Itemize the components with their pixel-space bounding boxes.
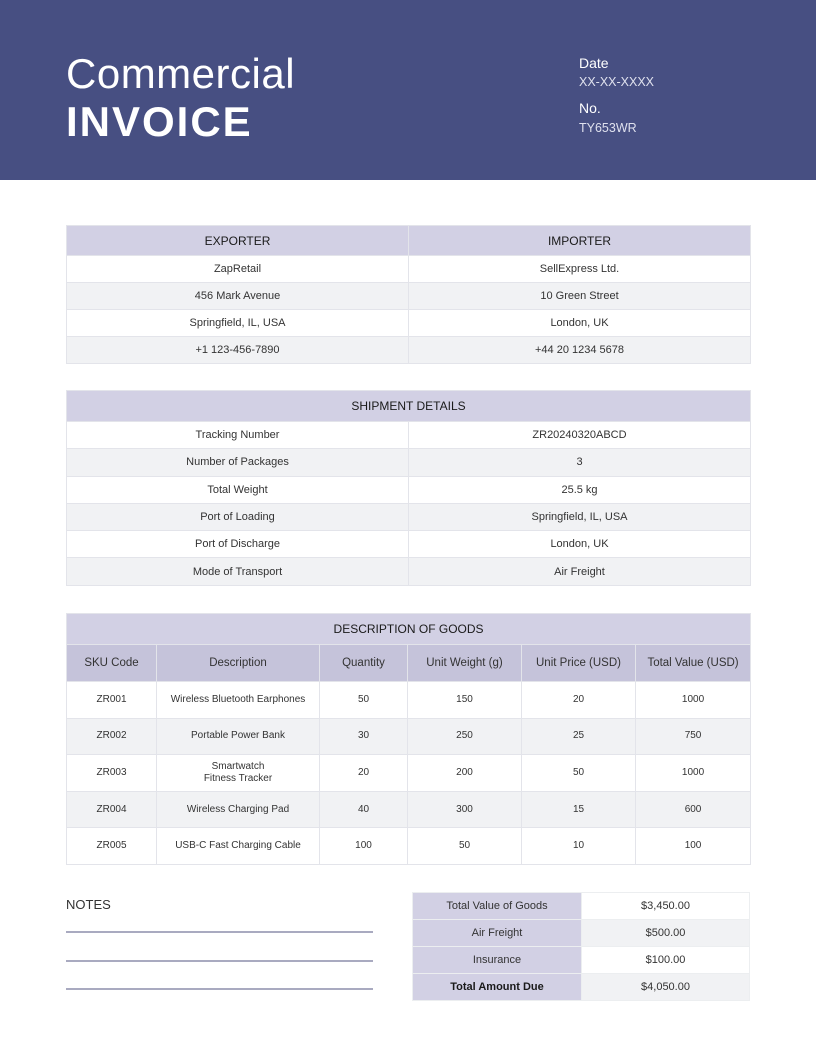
shipment-field-label: Port of Discharge — [67, 531, 409, 558]
quantity-cell: 40 — [320, 791, 408, 828]
column-header-unit-weight: Unit Weight (g) — [408, 645, 522, 682]
unit-price-cell: 50 — [522, 755, 636, 792]
unit-weight-cell: 150 — [408, 682, 522, 719]
total-value-cell: 600 — [636, 791, 751, 828]
shipment-field-label: Number of Packages — [67, 449, 409, 476]
unit-weight-cell: 50 — [408, 828, 522, 865]
table-row — [67, 337, 751, 364]
sku-cell: ZR005 — [67, 828, 157, 865]
shipment-field-value: 25.5 kg — [409, 476, 751, 503]
table-row — [413, 920, 750, 947]
description-cell: USB-C Fast Charging Cable — [157, 828, 320, 865]
shipment-field-value: London, UK — [409, 531, 751, 558]
importer-heading: IMPORTER — [409, 226, 751, 256]
shipment-heading: SHIPMENT DETAILS — [67, 391, 751, 422]
table-row — [413, 893, 750, 920]
table-row — [67, 256, 751, 283]
exporter-address: 456 Mark Avenue — [67, 283, 409, 310]
shipment-field-label: Total Weight — [67, 476, 409, 503]
column-header-unit-price: Unit Price (USD) — [522, 645, 636, 682]
column-header-description: Description — [157, 645, 320, 682]
description-cell: Wireless Bluetooth Earphones — [157, 682, 320, 719]
total-goods-value: $3,450.00 — [582, 893, 750, 920]
description-cell: Wireless Charging Pad — [157, 791, 320, 828]
invoice-number-label: No. — [579, 100, 601, 116]
description-cell: Portable Power Bank — [157, 718, 320, 755]
table-row — [67, 828, 751, 865]
header-banner — [0, 0, 816, 180]
notes-line[interactable] — [66, 960, 373, 962]
table-row — [67, 503, 751, 530]
total-value-cell: 100 — [636, 828, 751, 865]
unit-price-cell: 20 — [522, 682, 636, 719]
sku-cell: ZR001 — [67, 682, 157, 719]
sku-cell: ZR002 — [67, 718, 157, 755]
notes-line[interactable] — [66, 988, 373, 990]
shipment-field-value: 3 — [409, 449, 751, 476]
exporter-name: ZapRetail — [67, 256, 409, 283]
quantity-cell: 100 — [320, 828, 408, 865]
total-goods-label: Total Value of Goods — [413, 893, 582, 920]
exporter-city: Springfield, IL, USA — [67, 310, 409, 337]
exporter-heading: EXPORTER — [67, 226, 409, 256]
date-label: Date — [579, 55, 609, 71]
table-row — [413, 974, 750, 1001]
importer-name: SellExpress Ltd. — [409, 256, 751, 283]
air-freight-label: Air Freight — [413, 920, 582, 947]
unit-weight-cell: 300 — [408, 791, 522, 828]
unit-weight-cell: 200 — [408, 755, 522, 792]
table-row — [67, 449, 751, 476]
title-invoice: INVOICE — [66, 98, 253, 145]
quantity-cell: 20 — [320, 755, 408, 792]
unit-price-cell: 15 — [522, 791, 636, 828]
unit-price-cell: 10 — [522, 828, 636, 865]
importer-phone: +44 20 1234 5678 — [409, 337, 751, 364]
total-due-label: Total Amount Due — [413, 974, 582, 1001]
table-row — [67, 558, 751, 585]
shipment-field-value: ZR20240320ABCD — [409, 422, 751, 449]
notes-line[interactable] — [66, 931, 373, 933]
table-row — [67, 718, 751, 755]
table-row — [67, 310, 751, 337]
shipment-field-label: Mode of Transport — [67, 558, 409, 585]
insurance-value: $100.00 — [582, 947, 750, 974]
exporter-phone: +1 123-456-7890 — [67, 337, 409, 364]
total-value-cell: 1000 — [636, 755, 751, 792]
table-row — [67, 283, 751, 310]
importer-address: 10 Green Street — [409, 283, 751, 310]
notes-label: NOTES — [66, 897, 111, 912]
shipment-field-label: Tracking Number — [67, 422, 409, 449]
total-due-value: $4,050.00 — [582, 974, 750, 1001]
unit-weight-cell: 250 — [408, 718, 522, 755]
column-header-total-value: Total Value (USD) — [636, 645, 751, 682]
importer-city: London, UK — [409, 310, 751, 337]
parties-table — [66, 225, 751, 364]
shipment-field-value: Air Freight — [409, 558, 751, 585]
description-cell: Smartwatch Fitness Tracker — [157, 755, 320, 792]
total-value-cell: 750 — [636, 718, 751, 755]
goods-table — [66, 613, 751, 865]
shipment-field-value: Springfield, IL, USA — [409, 503, 751, 530]
date-value: XX-XX-XXXX — [579, 75, 655, 89]
table-row — [67, 476, 751, 503]
table-row — [413, 947, 750, 974]
goods-heading: DESCRIPTION OF GOODS — [67, 614, 751, 645]
total-value-cell: 1000 — [636, 682, 751, 719]
shipment-field-label: Port of Loading — [67, 503, 409, 530]
table-row — [67, 531, 751, 558]
insurance-label: Insurance — [413, 947, 582, 974]
table-row — [67, 682, 751, 719]
sku-cell: ZR003 — [67, 755, 157, 792]
unit-price-cell: 25 — [522, 718, 636, 755]
table-row — [67, 755, 751, 792]
invoice-number-value: TY653WR — [579, 121, 637, 135]
shipment-table — [66, 390, 751, 586]
quantity-cell: 30 — [320, 718, 408, 755]
table-row — [67, 422, 751, 449]
title-commercial: Commercial — [66, 50, 296, 97]
air-freight-value: $500.00 — [582, 920, 750, 947]
column-header-quantity: Quantity — [320, 645, 408, 682]
sku-cell: ZR004 — [67, 791, 157, 828]
column-header-sku: SKU Code — [67, 645, 157, 682]
quantity-cell: 50 — [320, 682, 408, 719]
table-row — [67, 791, 751, 828]
totals-table — [412, 892, 750, 1001]
